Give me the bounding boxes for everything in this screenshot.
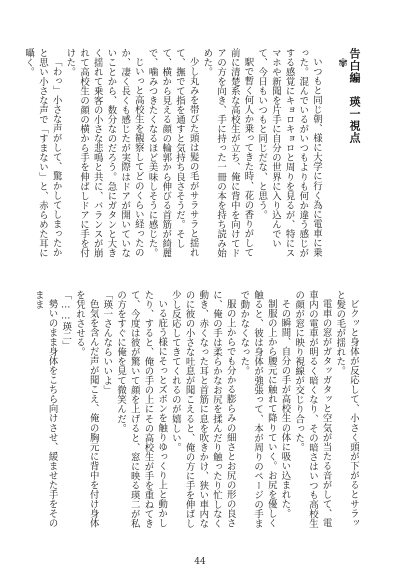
- chapter-heading: [337, 48, 360, 264]
- paragraph: 服の上からでも分かる膨らみの細さとお尻の形の良さに、俺の手は柔らかなお尻を揉んだり触ったり忙しなく動き、赤くなった耳と首筋に息を吹きかけ、狭い車内なのに彼の小さな吐息が聞こえると、俺の方に手を伸ばし少し反応してきてくれるのが嬉しい。: [169, 290, 236, 529]
- paragraph: じいっと高校生を観察してどのくらい経ったのか、凄く長くも感じたが実際はドアが開いていないことから、数分なのだろう。急にガタンと大きく揺れて乗客の小さな悲鳴と共に、バランスが崩れて高校生の顔の横から手を伸ばしドアに手を付けた。: [64, 48, 144, 258]
- paragraph: 「わっ」小さな声がして、驚かしてしまったかと思い小さな声で「すまない」と、赤らめた耳に囁く。: [23, 48, 62, 258]
- paragraph: いつもと同じ朝、様に大学に行く為に電車に乗った。混んでいるがいつもよりも何か違う感じがする感覚にキョロキョロと周りを見るが、特にスマホや新聞を片手に自分の世界に入り込んでいて、今日もいつもと同じだな、と思う。: [256, 48, 322, 258]
- paragraph: 駅で暫く何人か乗ってきた時、花の香りがして前に清楚系な高校生が立ち、俺に背中を向けてドアの方を向き、手に持った一冊の本を持ち読み始めた。: [201, 48, 254, 258]
- paragraph: 少し丸みを帯びた頭は髪の毛がサラサラと揺れて、撫でて指を通すと気持ち良さそうだ。そして、横から見える顔の輪郭から伸びる首筋が綺麗で、噛みつきたくなるほど美味しそうに感じた。: [146, 48, 199, 258]
- paragraph: 制服の上から腰元に触れて降りていく。お尻を優しく触ると、彼は身体が強張って、本が周りのページの手まで動かなくなった。: [238, 290, 277, 529]
- paragraph: 勢いのまま身体をこちら向けさせ、緩ませた手をそのまま: [32, 290, 58, 529]
- paragraph: いる庇う様にそっとズボンを触りゆっくり上と動かしたり、すると、俺の手の上にその高校生が手を重ねてきて、今度は彼が驚いて顔を上げると、窓に映る瑛二が私の方をすぐに俺を見て微笑んだ。: [115, 290, 168, 529]
- dialogue-line: 「瑛一さんならいいよ」: [101, 290, 113, 395]
- paragraph: その瞬間、自分の手が高校生の体に吸い込まれた。: [279, 299, 291, 519]
- paragraph: 色気を含んだ声が聞こえ、俺の胸元に背中を付け身体を凭れさせる。: [73, 290, 99, 529]
- flower-icon: ✾: [336, 56, 350, 71]
- dialogue-line: 「……瑛二」: [60, 290, 72, 351]
- bottom-text-block: [32, 290, 360, 532]
- chapter-title: 告白編 瑛一視点: [348, 48, 361, 144]
- paragraph: 電車の窓がガタッガタッと空気が当たる音がして、電車内の電車が明るく暗くなり、その暗さはいつも高校生の顔が窓に映り視線が交じり合った。: [293, 290, 332, 529]
- top-text-block: [23, 48, 361, 264]
- page-number: 44: [194, 557, 206, 567]
- paragraph: ビクッと身体が反応して、小さく頭が下がるとサラッと髪の毛が揺れた。: [334, 290, 359, 529]
